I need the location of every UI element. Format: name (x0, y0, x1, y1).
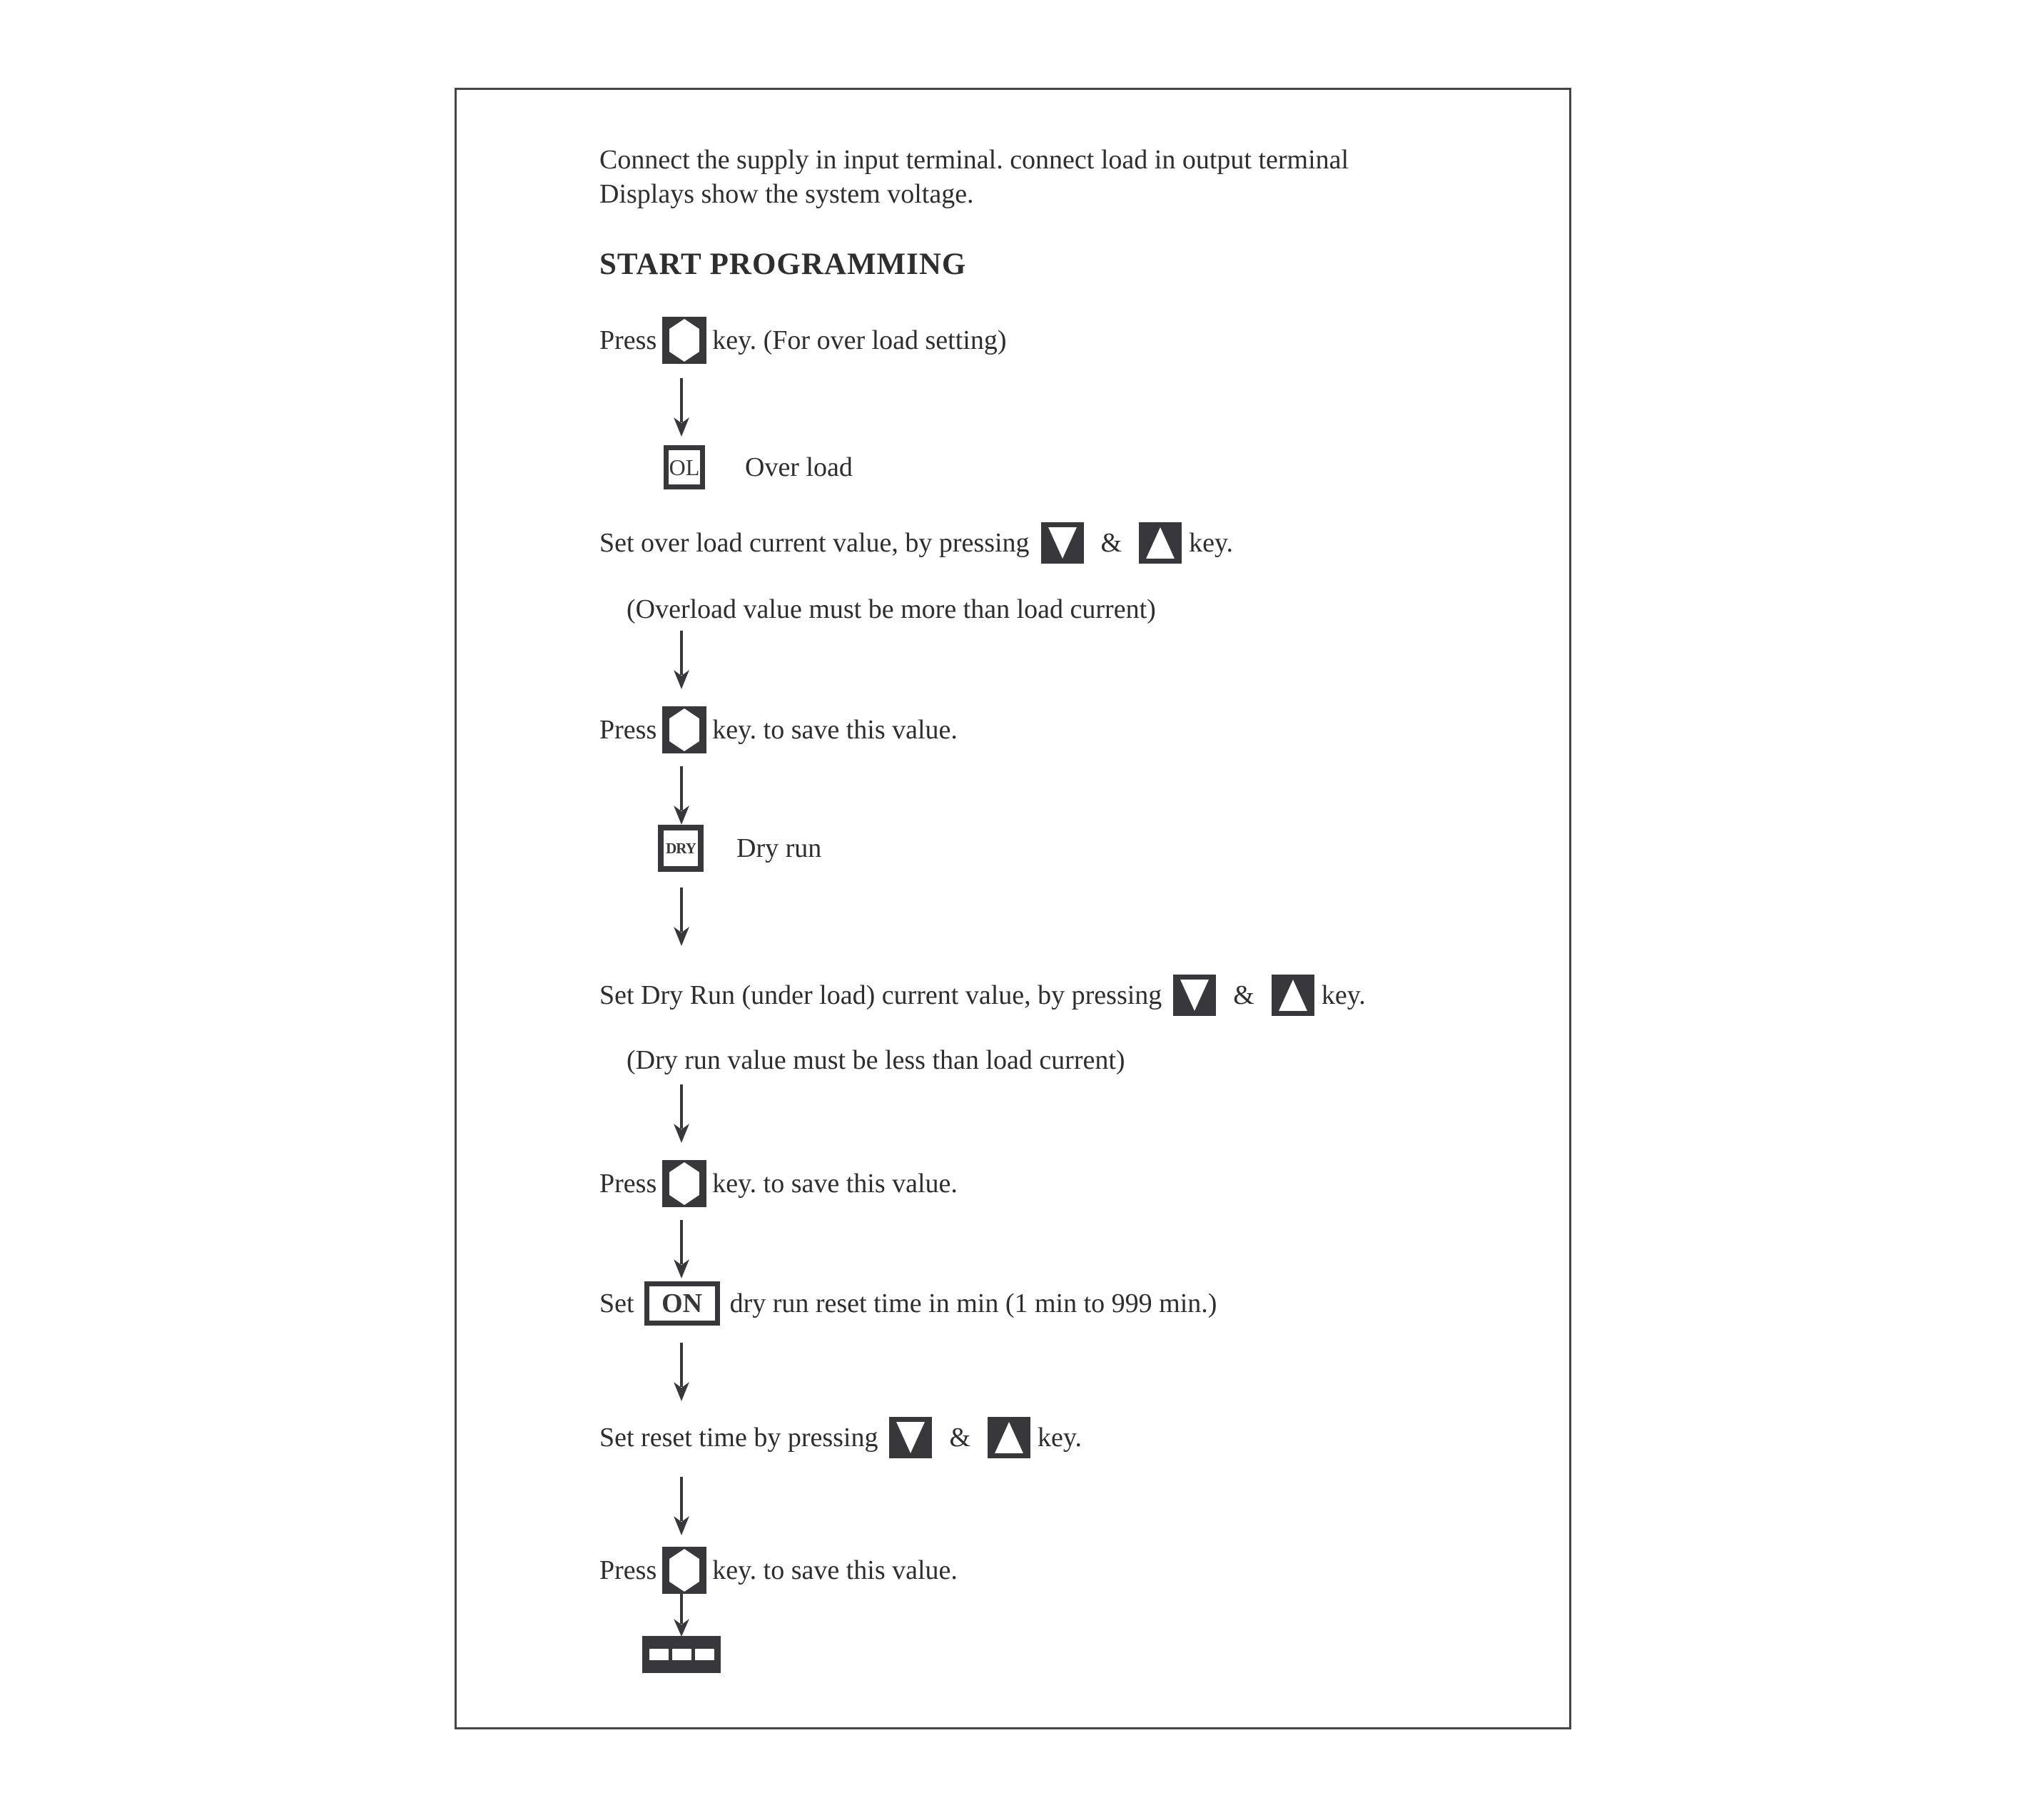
down-key-icon (1041, 522, 1084, 564)
overload-note: (Overload value must be more than load current) (627, 594, 1156, 624)
step-set-on-time (599, 1281, 1217, 1326)
dry-caption: Dry run (736, 833, 822, 863)
ampersand: & (949, 1423, 971, 1453)
step-text-pre: Set reset time by pressing (599, 1423, 878, 1453)
instruction-page (455, 88, 1571, 1729)
hexagon-menu-key-icon (662, 1547, 706, 1594)
step-save-value-3 (599, 1547, 958, 1594)
intro-line-1: Connect the supply in input terminal. connect load in output terminal (599, 145, 1349, 175)
step-text-pre: Press (599, 1169, 657, 1199)
intro-paragraph (599, 143, 1349, 211)
step-text-post: key. (1321, 980, 1366, 1010)
step-set-dryrun (599, 975, 1366, 1016)
flow-arrow-icon (671, 378, 692, 437)
step-text-pre: Set Dry Run (under load) current value, by pressing (599, 980, 1162, 1010)
hexagon-menu-key-icon (662, 1160, 706, 1207)
ol-caption: Over load (745, 452, 853, 482)
flow-arrow-icon (671, 888, 692, 946)
step-text-pre: Set over load current value, by pressing (599, 528, 1030, 558)
flow-arrow-icon (671, 1084, 692, 1143)
display-dash (672, 1649, 691, 1660)
hexagon-menu-key-icon (662, 317, 706, 364)
flow-arrow-icon (671, 1343, 692, 1401)
ampersand: & (1233, 980, 1254, 1010)
three-dash-display-icon (642, 1636, 721, 1673)
step-text-post: key. (For over load setting) (712, 325, 1007, 355)
intro-line-2: Displays show the system voltage. (599, 179, 974, 209)
step-text-pre: Press (599, 325, 657, 355)
step-text-post: key. to save this value. (712, 1169, 958, 1199)
step-set-overload (599, 522, 1233, 564)
flow-arrow-icon (671, 766, 692, 825)
section-heading: START PROGRAMMING (599, 248, 967, 281)
flow-arrow-icon (671, 1220, 692, 1278)
down-key-icon (1173, 975, 1216, 1016)
step-press-menu-key (599, 317, 1007, 364)
step-save-value-1 (599, 706, 958, 753)
step-save-value-2 (599, 1160, 958, 1207)
step-text-post: key. to save this value. (712, 1555, 958, 1585)
step-text-pre: Press (599, 715, 657, 745)
dryrun-note: (Dry run value must be less than load current) (627, 1045, 1125, 1075)
ol-badge: OL (664, 445, 705, 489)
step-text-pre: Set (599, 1288, 634, 1318)
dry-badge: DRY (658, 825, 704, 872)
flow-arrow-icon (671, 1594, 692, 1637)
on-badge: ON (644, 1281, 720, 1326)
step-text-pre: Press (599, 1555, 657, 1585)
up-key-icon (1272, 975, 1314, 1016)
display-dash (649, 1649, 669, 1660)
display-dash (695, 1649, 714, 1660)
down-key-icon (889, 1417, 932, 1458)
flow-arrow-icon (671, 1477, 692, 1535)
step-text-post: key. (1038, 1423, 1082, 1453)
up-key-icon (988, 1417, 1030, 1458)
step-text-post: key. to save this value. (712, 715, 958, 745)
flow-arrow-icon (671, 631, 692, 689)
step-text-post: key. (1189, 528, 1234, 558)
up-key-icon (1139, 522, 1182, 564)
step-text-post: dry run reset time in min (1 min to 999 min.) (729, 1288, 1217, 1318)
step-dry-indicator (658, 825, 821, 872)
hexagon-menu-key-icon (662, 706, 706, 753)
step-set-reset-time (599, 1417, 1082, 1458)
ampersand: & (1100, 528, 1122, 558)
step-overload-indicator (664, 445, 853, 489)
